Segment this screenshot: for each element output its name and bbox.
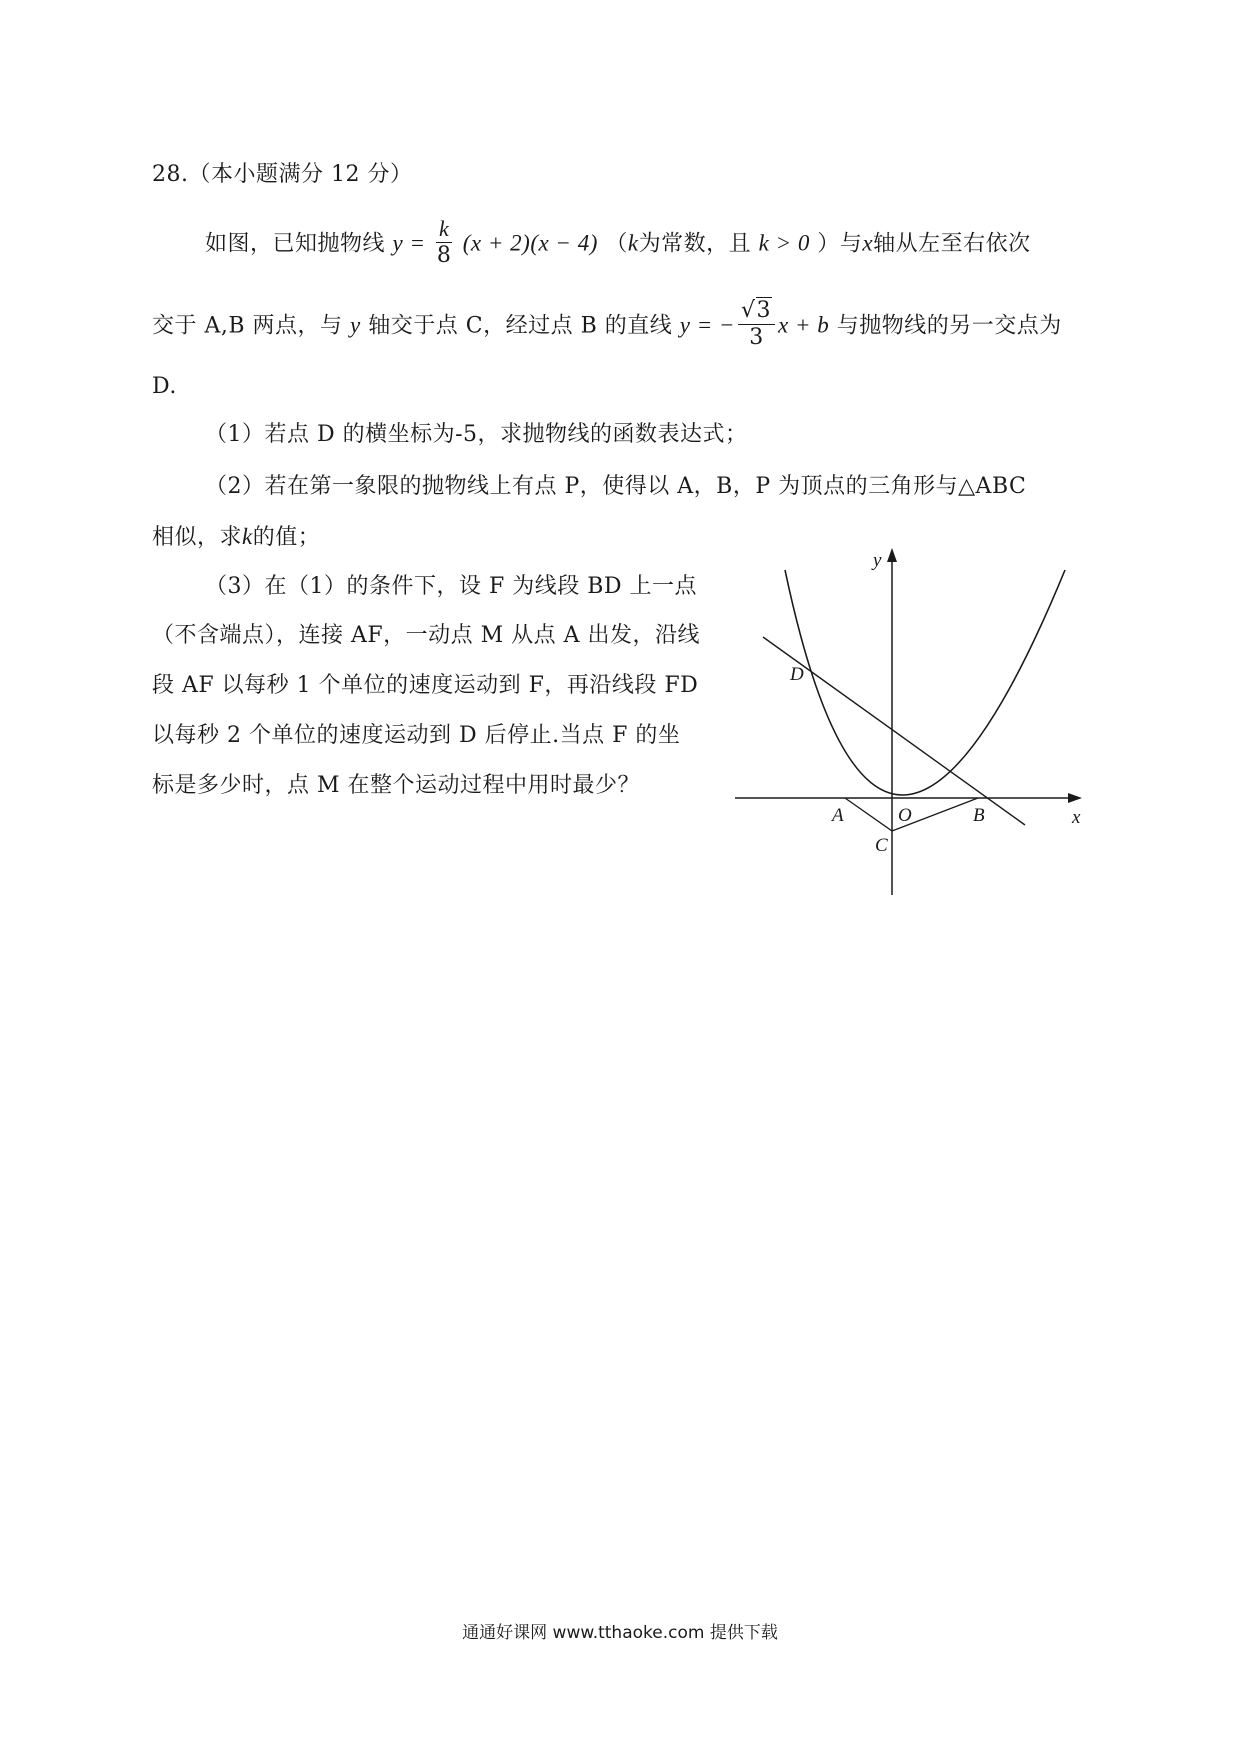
question-3-line-1: （3）在（1）的条件下，设 F 为线段 BD 上一点: [205, 574, 698, 599]
label-y: y: [873, 550, 882, 571]
problem-intro-line-1: 如图，已知抛物线 y = $\frac{k}{8}$ (x + 2)(x − 4) （k为常数，且 k > 0 ）与x轴从左至右依次: [205, 216, 1031, 268]
y-axis-arrow: [887, 548, 897, 562]
question-3-line-3: 段 AF 以每秒 1 个单位的速度运动到 F，再沿线段 FD: [152, 673, 699, 698]
label-c: C: [875, 835, 888, 856]
line-equation-y: y = −: [679, 312, 735, 338]
question-3-line-2: （不含端点），连接 AF，一动点 M 从点 A 出发，沿线: [152, 623, 701, 648]
equation-fraction: $\frac{k}{8}$: [436, 216, 452, 268]
page-footer: 通通好课网 www.tthaoke.com 提供下载: [462, 1623, 778, 1643]
label-o: O: [898, 805, 912, 826]
equation-factors: (x + 2)(x − 4): [462, 230, 598, 256]
label-d: D: [790, 664, 804, 685]
k-condition: k > 0: [758, 230, 810, 256]
problem-heading: 28.（本小题满分 12 分）: [152, 162, 413, 187]
question-3-line-5: 标是多少时，点 M 在整个运动过程中用时最少？: [152, 773, 641, 798]
label-x: x: [1072, 807, 1081, 828]
x-axis-arrow: [1068, 793, 1082, 803]
question-2-line-1: （2）若在第一象限的抛物线上有点 P，使得以 A，B，P 为顶点的三角形与△ABC: [205, 474, 1027, 499]
question-1: （1）若点 D 的横坐标为-5，求抛物线的函数表达式；: [205, 422, 748, 447]
equation-y: y =: [392, 230, 426, 256]
question-3-line-4: 以每秒 2 个单位的速度运动到 D 后停止.当点 F 的坐: [152, 723, 681, 748]
problem-intro-line-3: D.: [152, 374, 177, 399]
label-a: A: [832, 805, 844, 826]
problem-intro-line-2: 交于 A,B 两点，与 y 轴交于点 C，经过点 B 的直线 y = − $\frac{√3}{3}$ x + b 与抛物线的另一交点为: [152, 298, 1062, 350]
parabola-figure: [730, 540, 1090, 910]
line-equation-fraction: $\frac{√3}{3}$: [738, 298, 775, 351]
label-b: B: [973, 805, 985, 826]
question-2-line-2: 相似，求k的值；: [152, 524, 321, 550]
segment-ac: [845, 798, 892, 831]
line-equation-rest: x + b: [778, 312, 830, 338]
